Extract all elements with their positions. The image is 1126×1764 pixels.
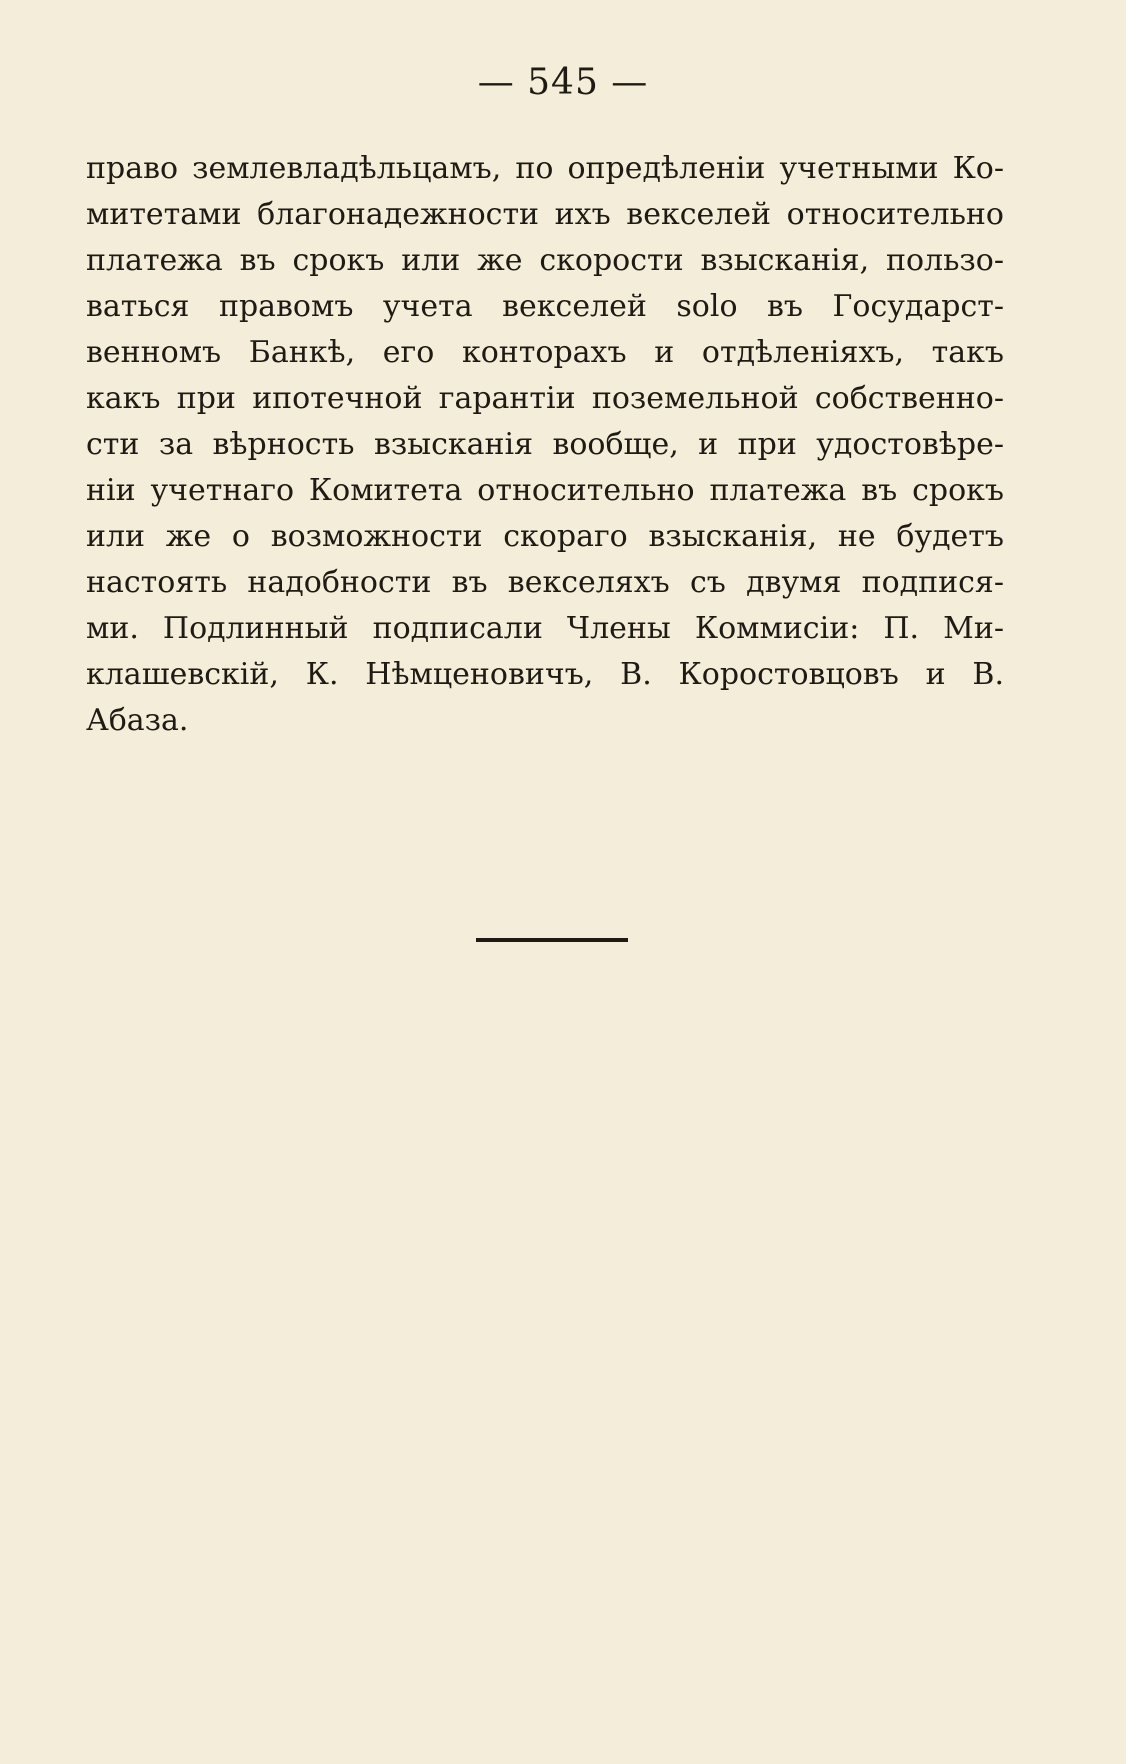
page-number: — 545 — <box>477 62 649 103</box>
text-line: клашевскій, К. Нѣмценовичъ, В. Коростовцовъ и В. <box>86 657 1004 692</box>
text-line: митетами благонадежности ихъ векселей относительно <box>86 197 1004 232</box>
text-line-last: Абаза. <box>86 703 189 738</box>
text-line: или же о возможности скораго взысканія, не будетъ <box>86 519 1004 554</box>
text-line: ніи учетнаго Комитета относительно платежа въ срокъ <box>86 473 1004 508</box>
text-line: ми. Подлинный подписали Члены Коммисіи: П. Ми- <box>86 611 1004 646</box>
text-line: настоять надобности въ векселяхъ съ двумя подпися- <box>86 565 1004 600</box>
text-line: какъ при ипотечной гарантіи поземельной собственно- <box>86 381 1004 416</box>
section-divider <box>476 938 628 942</box>
text-line: сти за вѣрность взысканія вообще, и при удостовѣре- <box>86 427 1004 462</box>
text-line: венномъ Банкѣ, его конторахъ и отдѣленіяхъ, такъ <box>86 335 1004 370</box>
text-line: право землевладѣльцамъ, по опредѣленіи учетными Ко- <box>86 151 1004 186</box>
text-line: ваться правомъ учета векселей solo въ Государст- <box>86 289 1004 324</box>
body-text <box>86 146 1004 744</box>
text-line: платежа въ срокъ или же скорости взысканія, пользо- <box>86 243 1004 278</box>
